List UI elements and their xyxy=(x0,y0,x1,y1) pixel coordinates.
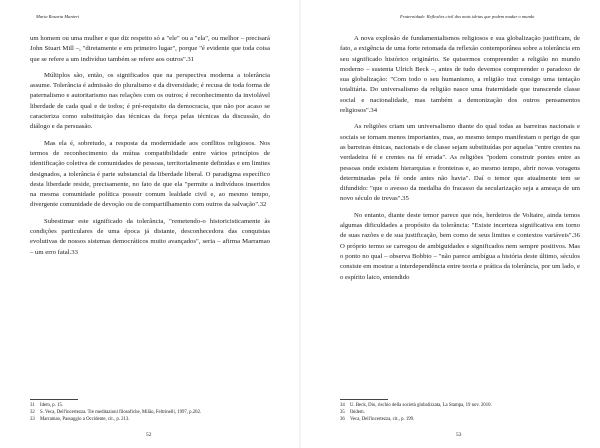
right-footnotes xyxy=(340,402,580,423)
footnote-31: 31 Idem, p. 15. xyxy=(30,403,64,408)
footnote-35: 35 Ibidem. xyxy=(340,410,365,415)
left-paragraph-3: Mas ela é, sobretudo, a resposta da modernidade aos conflitos religiosos. Nos termos de reconhecimento da mútua compatibilidade entre vários princípios de identificação coletiva de comunidades de pessoas, territorialmente definidas e em limites designados, a tolerância é parte substancial da liberdade liberal. O paradigma específico desta liberdade reside, precisamente, no fato de que ela "permite a indivíduos inseridos na mesma comunidade política possuir comum lealdade civil e, ao mesmo tempo, divergente comunidade de devoção ou de compartilhamento com outros da salvação".32 xyxy=(30,139,270,209)
left-page-body xyxy=(30,34,270,264)
right-paragraph-1: A nova explosão de fundamentalismos religiosos e sua globalização justificam, de fato, a exigência de uma forte retomada da reflexão contemporânea sobre a tolerância em seu significado histórico originário. Se quisermos compreender a religião no mundo moderno – sustenta Ulrich Beck –, antes de tudo devemos compreender o paradoxo de sua globalização: "Com todo o seu humanismo, a religião traz consigo uma tentação totalitária. Do universalismo da religião nasce uma fraternidade que transcende classe social e nacionalidade, mas também a demonização dos outros pensamentos religiosos".34 xyxy=(340,35,580,115)
footnote-33: 33 Marramao, Passaggio a Occidente, cit., p. 213. xyxy=(30,417,130,422)
left-page-number: 52 xyxy=(146,432,152,438)
footnote-32: 32 S. Veca, Dell'incertezza. Tre meditazioni filosofiche, Milão, Feltrinelli, 1997, p.202. xyxy=(30,410,202,415)
right-page xyxy=(300,0,600,448)
right-running-header: Fraternidade. Reflexões civil dos mais ideias que podem mudar o mundo xyxy=(400,14,535,19)
left-paragraph-4: Subestimar este significado da tolerância, "remetendo-o historicisticamente às condições particulares de uma época já distante, desconhecedora das conquistas evolutivas de nossos sistemas democráticos muito avançados", seria – afirma Marramao – um erro fatal.33 xyxy=(30,217,270,256)
right-page-number: 53 xyxy=(456,432,462,438)
left-paragraph-2: Múltiplos são, então, os significados que na perspectiva moderna a tolerância assume. Tolerância é admissão do pluralismo e da diversidade; é recusa de toda forma de paternalismo e autoritarismo nas relações com os outros; é reconhecimento da inviolável liberdade de cada qual e de todos; é pré-requisito da democracia, que não por acaso se caracteriza como substituição das técnicas da força pelas técnicas da discussão, do diálogo e da persuasão. xyxy=(30,71,270,131)
right-paragraph-2: As religiões criam um universalismo diante do qual todas as barreiras nacionais e sociais se tornam menos importantes, mas, ao mesmo tempo manifestam o perigo de que as barreiras étnicas, nacionais e de classe sejam substituídas por aquelas "entre crentes na verdadeira fé e crentes na fé errada". As religiões "podem construir pontes entre as pessoas onde existem hierarquias e fronteiras e, ao mesmo tempo, abrir novas voragens determinadas pela fé onde antes não havia". Daí o temor que atualmente tem se difundido: "que o avesso da medalha do fracasso da secularização seja a ameaça de um novo século de trevas".35 xyxy=(340,123,580,203)
footnote-34: 34 U. Beck, Dio, rischio della società globalizzata, La Stampa, 19 nov. 2010. xyxy=(340,403,492,408)
left-paragraph-1: um homem ou uma mulher e que diz respeito só a "ele" ou a "ela", ou melhor – precisará John Stuart Mill –, "diretamente e em primeiro lugar", porque "é evidente que toda coisa que se refere a um indivíduo também se refere aos outros".31 xyxy=(30,35,270,63)
left-footnotes xyxy=(30,402,270,423)
left-running-header: Maria Rosaria Manieri xyxy=(36,14,80,19)
right-paragraph-3: No entanto, diante deste temor parece que nós, herdeiros de Voltaire, ainda temos algumas dificuldades a propósito da tolerância: "Existe incerteza significativa em torno de suas razões e de sua justificação, bem como de seus limites e contextos variáveis".36 O próprio termo se carregou de ambiguidades e significados nem sempre positivos. Mas o ponto no qual – observa Bobbio – "não parece ambígua a história deste último, séculos consiste em mostrar a interdependência entre teoria e prática da tolerância, por um lado, e o espírito laico, entendido xyxy=(340,211,580,281)
right-footnote-divider xyxy=(340,399,388,400)
footnote-36: 36 Veca, Dell'incertezza, cit., p. 199. xyxy=(340,417,415,422)
left-footnote-divider xyxy=(30,399,78,400)
right-page-body xyxy=(340,34,580,289)
